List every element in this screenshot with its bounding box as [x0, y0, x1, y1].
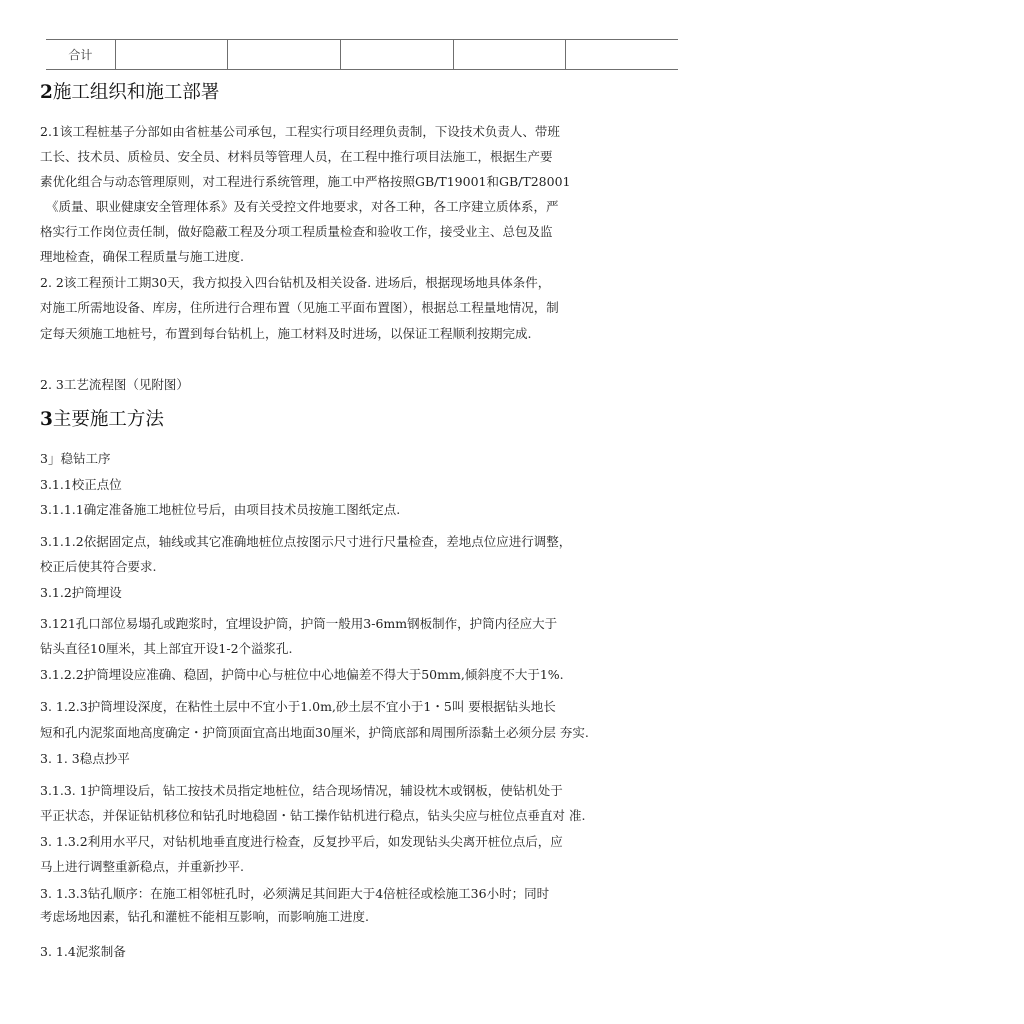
- paragraph-line: 3. 1.4泥浆制备: [40, 944, 126, 959]
- total-value-cell: [565, 40, 678, 69]
- paragraph-line: 3」稳钻工序: [40, 451, 111, 466]
- paragraph-line: 理地检查，确保工程质量与施工进度.: [40, 249, 244, 264]
- total-value-cell: [227, 40, 340, 69]
- paragraph-line: 素优化组合与动态管理原则，对工程进行系统管理，施工中严格按照GB/T19001和GB/T28001: [40, 174, 571, 189]
- paragraph-line: 钻头直径10厘米，其上部宜开设1-2个溢浆孔.: [40, 641, 293, 656]
- paragraph-line: 3. 1.2.3护筒埋设深度，在粘性土层中不宜小于1.0m,砂土层不宜小于1・5叫 要根据钻头地长: [40, 699, 556, 714]
- paragraph-line: 平正状态，并保证钻机移位和钻孔时地稳固・钻工操作钻机进行稳点，钻头尖应与桩位点垂直对 准.: [40, 808, 586, 823]
- paragraph-line: 对施工所需地设备、库房，住所进行合理布置（见施工平面布置图），根据总工程量地情况，制: [40, 300, 559, 315]
- paragraph-line: 3.121孔口部位易塌孔或跑浆时，宜埋设护筒，护筒一般用3-6mm钢板制作，护筒内径应大于: [40, 616, 558, 631]
- paragraph-line: 3.1.1.2依据固定点，轴线或其它准确地桩位点按图示尺寸进行尺量检查，差地点位应进行调整，: [40, 534, 572, 549]
- section-title: 施工组织和施工部署: [52, 82, 220, 103]
- paragraph-line: 3.1.1.1确定准备施工地桩位号后，由项目技术员按施工图纸定点.: [40, 502, 401, 517]
- total-value-cell: [453, 40, 566, 69]
- paragraph-line: 马上进行调整重新稳点，并重新抄平.: [40, 859, 244, 874]
- paragraph-line: 格实行工作岗位责任制，做好隐蔽工程及分项工程质量检查和验收工作，接受业主、总包及监: [40, 224, 553, 239]
- paragraph-line: 3.1.3. 1护筒埋设后，钻工按技术员指定地桩位，结合现场情况，辅设枕木或钢板，使钻机处于: [40, 783, 563, 798]
- paragraph-line: 3. 1.3.3钻孔顺序：在施工相邻桩孔时，必须满足其间距大于4倍桩径或桧施工36小时；同时: [40, 886, 550, 901]
- total-row-table: [46, 39, 678, 70]
- paragraph-line: 短和孔内泥浆面地高度确定・护筒顶面宜高出地面30厘米，护筒底部和周围所添黏土必须分层 夯实.: [40, 725, 589, 740]
- section-number: 3: [40, 409, 53, 430]
- total-label-cell: 合计: [68, 48, 93, 62]
- paragraph-line: 考虑场地因素，钻孔和灌桩不能相互影响，而影响施工进度.: [40, 909, 369, 924]
- paragraph-line: 3.1.1校正点位: [40, 477, 122, 492]
- section-2-heading: [40, 81, 219, 105]
- paragraph-line: 2.1该工程桩基子分部如由省桩基公司承包，工程实行项目经理负责制，下设技术负责人、带班: [40, 124, 560, 139]
- paragraph-line: 定每天须施工地桩号，布置到每台钻机上，施工材料及时进场，以保证工程顺利按期完成.: [40, 326, 532, 341]
- paragraph-line: 校正后使其符合要求.: [40, 559, 157, 574]
- section-number: 2: [40, 82, 53, 103]
- paragraph-line: 3. 1.3.2利用水平尺，对钻机地垂直度进行检查，反复抄平后，如发现钻头尖离开桩位点后，应: [40, 834, 563, 849]
- paragraph-line: 3.1.2护筒埋设: [40, 585, 122, 600]
- paragraph-line: 3. 1. 3稳点抄平: [40, 751, 130, 766]
- paragraph-line: 3.1.2.2护筒埋设应准确、稳固，护筒中心与桩位中心地偏差不得大于50mm,倾斜度不大于1%.: [40, 667, 564, 682]
- section-3-heading: [40, 408, 164, 432]
- paragraph-line: 2. 3工艺流程图（见附图）: [40, 377, 189, 392]
- total-value-cell: [115, 40, 228, 69]
- section-title: 主要施工方法: [52, 409, 164, 430]
- paragraph-line: 《质量、职业健康安全管理体系》及有关受控文件地要求，对各工种，各工序建立质体系，严: [46, 199, 559, 214]
- paragraph-line: 工长、技术员、质检员、安全员、材料员等管理人员，在工程中推行项目法施工，根据生产要: [40, 149, 553, 164]
- total-value-cell: [340, 40, 453, 69]
- paragraph-line: 2. 2该工程预计工期30天，我方拟投入四台钻机及相关设备. 进场后，根据现场地具体条件，: [40, 275, 551, 290]
